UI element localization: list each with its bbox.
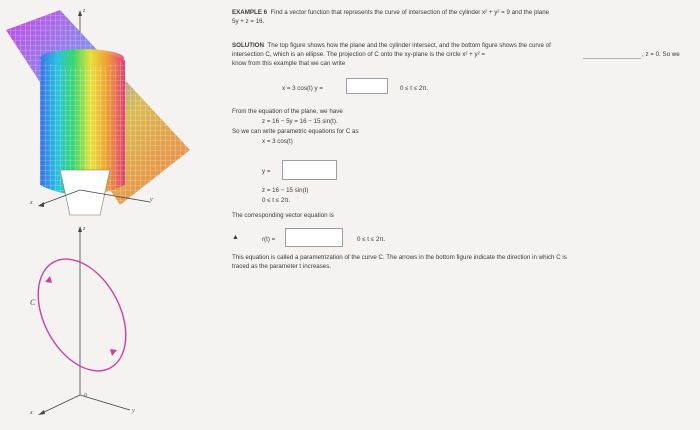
param-range: 0 ≤ t ≤ 2π. — [262, 197, 291, 204]
example-prompt: Find a vector function that represents the curve of intersection of the cylinder x² + y² = 9 and the plane — [270, 9, 550, 16]
vector-intro: The corresponding vector equation is — [232, 212, 334, 219]
bottom-x-axis-label: x — [30, 410, 33, 416]
solution-line2: intersection C, which is an ellipse. The projection of C onto the xy-plane is the circle x² + y² = — [232, 51, 486, 58]
eq-x-y: x = 3 cos(t) y = — [282, 85, 323, 92]
from-plane-text: From the equation of the plane, we have — [232, 108, 343, 115]
y-answer-box-1[interactable] — [346, 78, 388, 94]
param-intro: So we can write parametric equations for C as — [232, 128, 359, 135]
top-x-axis-label: x — [30, 200, 33, 206]
arrow-marker: ▲ — [232, 234, 239, 241]
z-derivation: z = 16 − 5y = 16 − 15 sin(t). — [262, 118, 338, 125]
top-y-axis-label: y — [150, 197, 153, 203]
y-answer-box-2[interactable] — [282, 160, 337, 180]
solution-line3: know from this example that we can write — [232, 60, 346, 67]
solution-label: SOLUTION — [232, 42, 264, 49]
param-x: x = 3 cos(t) — [262, 138, 293, 145]
circle-rhs-blank[interactable] — [583, 58, 641, 59]
param-y-label: y = — [262, 168, 271, 175]
figures-panel — [0, 0, 210, 430]
solution-line1: SOLUTION The top figure shows how the plane and the cylinder intersect, and the bottom figure shows the curve of — [232, 42, 551, 49]
closing-line2: traced as the parameter t increases. — [232, 263, 332, 270]
bottom-z-axis-label: z — [83, 226, 86, 232]
example-label: EXAMPLE 6 — [232, 9, 268, 16]
r-answer-box[interactable] — [285, 228, 343, 247]
vector-range: 0 ≤ t ≤ 2π. — [357, 236, 386, 243]
param-z: z = 16 − 15 sin(t) — [262, 187, 309, 194]
vector-r-label: r(t) = — [262, 236, 276, 243]
cylinder-plane-figure — [6, 10, 190, 215]
example-prompt-line2: 5y + z = 16. — [232, 18, 265, 25]
top-z-axis-label: z — [83, 8, 86, 14]
origin-label: 0 — [84, 393, 87, 399]
example-prompt-line1 — [232, 9, 549, 17]
solution-line2-tail: , z = 0. So we — [642, 51, 680, 58]
ellipse-curve-figure — [20, 226, 143, 415]
eq-range-1: 0 ≤ t ≤ 2π. — [400, 85, 429, 92]
curve-c-label: C — [30, 298, 36, 307]
closing-line1: This equation is called a parametrization of the curve C. The arrows in the bottom figure indicate the direction in which C is — [232, 254, 567, 261]
bottom-y-axis-label: y — [132, 408, 135, 414]
